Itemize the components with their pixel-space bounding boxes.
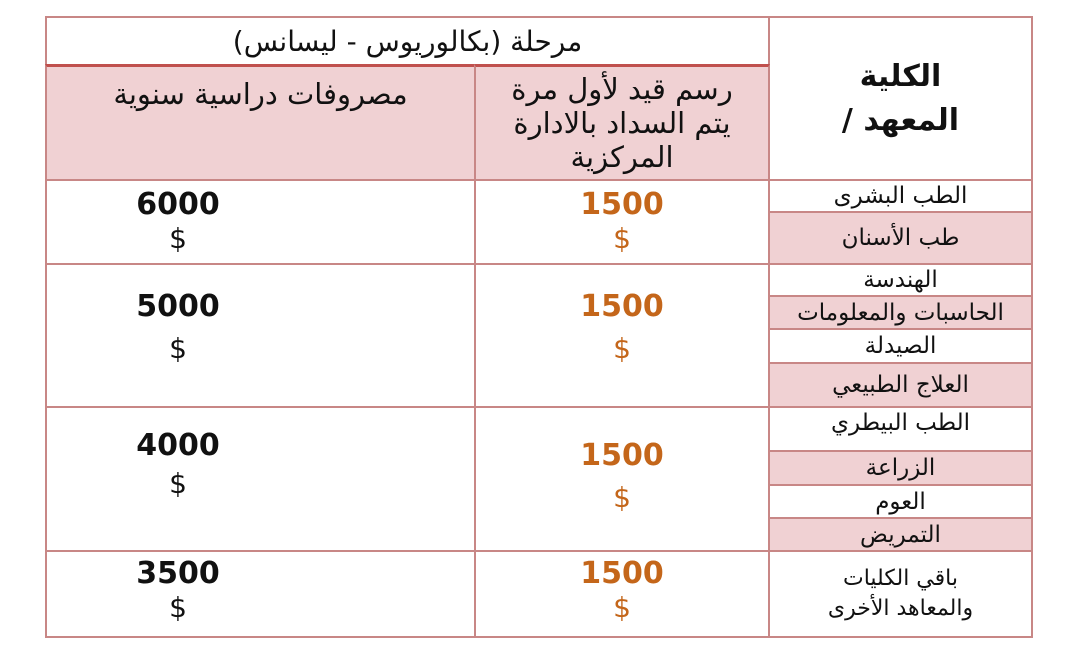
faculty-cell bbox=[768, 263, 1033, 297]
annual-fee-cell bbox=[45, 406, 476, 552]
first-fee-cell bbox=[474, 179, 770, 265]
faculty-name: الصيدلة bbox=[864, 333, 937, 359]
first-fee-value: 1500 bbox=[580, 289, 664, 324]
faculty-name: باقي الكليات والمعاهد الأخرى bbox=[827, 566, 974, 621]
annual-fee-value: 4000 bbox=[136, 428, 220, 463]
currency-symbol: $ bbox=[613, 481, 631, 514]
first-fee-column-header bbox=[474, 64, 770, 181]
annual-fee-cell bbox=[45, 179, 476, 265]
faculty-cell bbox=[768, 295, 1033, 330]
annual-fee-column-header-text: مصروفات دراسية سنوية bbox=[113, 77, 408, 111]
first-fee-value: 1500 bbox=[580, 556, 664, 591]
faculty-cell bbox=[768, 550, 1033, 638]
annual-fee-cell bbox=[45, 263, 476, 408]
faculty-name: العلاج الطبيعي bbox=[832, 372, 969, 398]
currency-symbol: $ bbox=[613, 332, 631, 365]
currency-symbol: $ bbox=[169, 332, 187, 365]
currency-symbol: $ bbox=[169, 467, 187, 500]
first-fee-value: 1500 bbox=[580, 187, 664, 222]
stage-header bbox=[45, 16, 770, 66]
faculty-cell bbox=[768, 450, 1033, 486]
annual-fee-cell bbox=[45, 550, 476, 638]
faculty-name: الطب البشرى bbox=[833, 183, 968, 209]
faculty-column-header-line1: الكلية bbox=[859, 58, 942, 94]
faculty-cell bbox=[768, 484, 1033, 519]
faculty-name: الهندسة bbox=[863, 267, 938, 293]
annual-fee-column-header bbox=[45, 64, 476, 181]
first-fee-cell bbox=[474, 406, 770, 552]
fees-table bbox=[45, 16, 1033, 638]
first-fee-value: 1500 bbox=[580, 438, 664, 473]
currency-symbol: $ bbox=[613, 591, 631, 624]
faculty-cell bbox=[768, 406, 1033, 452]
faculty-cell bbox=[768, 211, 1033, 265]
first-fee-column-header-text: رسم قيد لأول مرة يتم السداد بالادارة المركزية bbox=[511, 72, 733, 174]
stage-header-text: مرحلة (بكالوريوس - ليسانس) bbox=[232, 24, 583, 58]
currency-symbol: $ bbox=[169, 591, 187, 624]
faculty-cell bbox=[768, 517, 1033, 552]
annual-fee-value: 5000 bbox=[136, 289, 220, 324]
faculty-cell bbox=[768, 328, 1033, 364]
currency-symbol: $ bbox=[613, 222, 631, 255]
faculty-name: الزراعة bbox=[865, 455, 936, 481]
faculty-name: الطب البيطري bbox=[831, 410, 970, 436]
faculty-column-header-line2: / المعهد bbox=[841, 102, 960, 138]
annual-fee-value: 3500 bbox=[136, 556, 220, 591]
faculty-name: الحاسبات والمعلومات bbox=[797, 299, 1004, 326]
annual-fee-value: 6000 bbox=[136, 187, 220, 222]
faculty-cell bbox=[768, 362, 1033, 408]
currency-symbol: $ bbox=[169, 222, 187, 255]
first-fee-cell bbox=[474, 550, 770, 638]
faculty-name: التمريض bbox=[860, 521, 941, 548]
faculty-name: طب الأسنان bbox=[841, 225, 960, 251]
first-fee-cell bbox=[474, 263, 770, 408]
faculty-name: العوم bbox=[875, 488, 926, 515]
faculty-cell bbox=[768, 179, 1033, 213]
faculty-column-header bbox=[768, 16, 1033, 181]
